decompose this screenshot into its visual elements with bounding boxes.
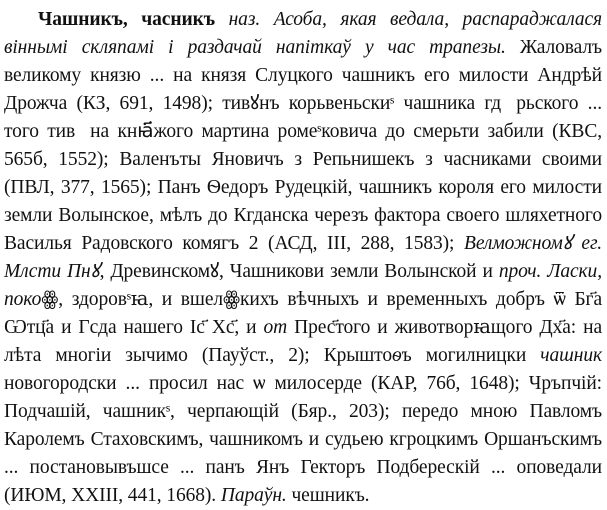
dictionary-entry <box>4 6 602 510</box>
citation-text-5: ꙮ, здоровˢꙗ, и вшелꙮкихъ вѣчныхъ и временныхъ добръ ѿ Бг҃а Ѡтц҃а и Гсда нашего Іс҃ Хс҃, и <box>4 289 602 338</box>
citation-text-10: чашник <box>540 345 602 366</box>
citation-text-4: проч. Ласки, поко <box>4 261 602 310</box>
entry-definition: Асоба, якая ведала, распараджалася віннымі скляпамі і раздачай напіткаў у час трапезы. <box>4 9 603 58</box>
entry-headword: Чашникъ, часникъ <box>38 9 216 30</box>
citation-text-2: Велможномꙋ ег. Млсти Пнꙋ <box>4 233 603 282</box>
citation-text-9: ъ могилницки <box>401 345 541 366</box>
citation-text-7: Прес҃того и животворꙗщого Дх҃а: на лѣта многіи зычимо (Пауўст., 2); Крышто <box>4 317 602 366</box>
citation-text-1: Жаловалъ великому князю ... на князя Слуцкого чашникъ его милости Андрѣй Дрожча (КЗ, 691, 1498); тивꙋнъ корьвеньскиˢ чашника гдⷭрьского ... того тивꙋна кнꙗ҃жого мартина ромеˢковича до смерьти забили (КВС, 565б, 1552); Валенъты Яновичъ з Репьнишекъ з часниками своими (ПВЛ, 377, 1565); Панъ Ѳедоръ Рудецкій, чашникъ короля его милости земли Волынское, мѣлъ до Кгданска черезъ фактора своего шляхетного Василья Радовского комягъ 2 (АСД, III, 288, 1583); <box>4 37 602 254</box>
citation-text-8: ѳ <box>392 345 402 366</box>
part-of-speech-label: наз. <box>228 9 261 30</box>
compare-label: Параўн. <box>220 485 287 506</box>
citation-text-11: новогородски ... просил нас ѡ милосерде (КАР, 76б, 1648); Чръпчій: Подчашій, чашникˢ, черпающій (Бяр., 203); передо мною Павломъ Каролемъ Стаховскимъ, чашникомъ и судьею кгроцкимъ Оршанъскимъ ... постановывъшсе ... панъ Янъ Гекторъ Подберескій ... оповедали (ИЮМ, XXIII, 441, 1668). <box>4 373 602 506</box>
citation-text-3: , Древинскомꙋ, Чашникови земли Волынской и <box>99 261 499 282</box>
citation-text-6: от <box>263 317 288 338</box>
compare-reference: чешникъ. <box>286 485 370 506</box>
